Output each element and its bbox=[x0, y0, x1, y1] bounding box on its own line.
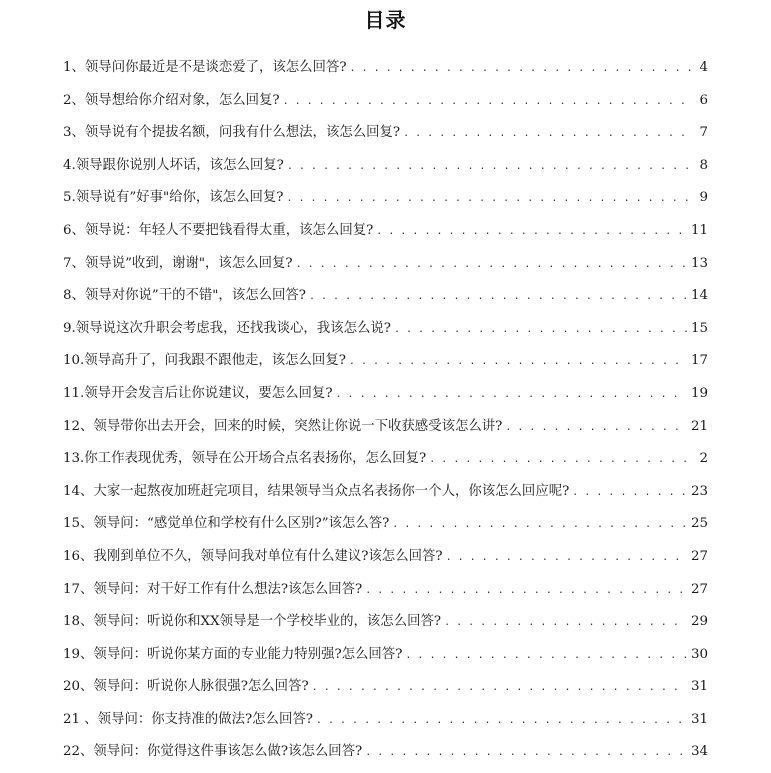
toc-entry-title[interactable]: 12、领导带你出去开会，回来的时候，突然让你说一下收获感受该怎么讲? bbox=[63, 418, 503, 434]
toc-entry-page-number: 4 bbox=[699, 60, 708, 75]
toc-entry-title[interactable]: 2、领导想给你介绍对象，怎么回复? bbox=[63, 92, 280, 108]
dot-leader bbox=[403, 122, 694, 146]
toc-entry-title[interactable]: 9.领导说这次升职会考虑我，还找我谈心，我该怎么说? bbox=[63, 320, 391, 336]
toc-entry-page-number: 27 bbox=[690, 581, 708, 597]
toc-entry-title[interactable]: 14、大家一起熬夜加班赶完项目，结果领导当众点名表扬你一个人，你该怎么回应呢? bbox=[63, 483, 570, 499]
dot-leader bbox=[376, 220, 687, 244]
toc-entry-page-number: 7 bbox=[699, 125, 708, 141]
toc-entry-title[interactable]: 21 、领导问：你支持准的做法?怎么回答? bbox=[63, 711, 313, 727]
toc-entry-title[interactable]: 5.领导说有”好事"给你，该怎么回复? bbox=[63, 190, 284, 206]
dot-leader bbox=[312, 676, 687, 700]
toc-entry-page-number: 6 bbox=[699, 92, 708, 108]
toc-entry-page-number: 8 bbox=[699, 157, 708, 173]
dot-leader bbox=[349, 350, 687, 374]
toc-entry-page-number: 13 bbox=[690, 255, 708, 271]
toc-entry-title[interactable]: 6、领导说：年轻人不要把钱看得太重，该怎么回复? bbox=[63, 222, 374, 238]
toc-entry-page-number: 30 bbox=[690, 646, 708, 662]
dot-leader bbox=[365, 741, 687, 765]
toc-entry-page-number: 29 bbox=[690, 614, 708, 630]
toc-entry-title[interactable]: 16、我刚到单位不久，领导问我对单位有什么建议?该怎么回答? bbox=[63, 548, 443, 564]
toc-entry-title[interactable]: 20、领导问：听说你人脉很强?怎么回答? bbox=[63, 679, 309, 695]
toc-entry-title[interactable]: 15、领导问：“感觉单位和学校有什么区别?”该怎么答? bbox=[63, 516, 390, 532]
toc-entry[interactable] bbox=[63, 708, 708, 741]
toc-entry[interactable] bbox=[63, 415, 708, 448]
toc-entry[interactable] bbox=[63, 740, 708, 773]
toc-entry[interactable] bbox=[63, 252, 708, 285]
toc-entry[interactable] bbox=[63, 545, 708, 578]
toc-entry-page-number: 17 bbox=[690, 353, 708, 369]
toc-entry-page-number: 34 bbox=[690, 744, 708, 760]
dot-leader bbox=[287, 155, 694, 179]
dot-leader bbox=[336, 383, 687, 407]
toc-entry[interactable] bbox=[63, 154, 708, 187]
toc-entry-page-number: 11 bbox=[690, 222, 708, 238]
toc-entry-title[interactable]: 3、领导说有个提拔名额，问我有什么想法，该怎么回复? bbox=[63, 125, 401, 141]
toc-entry[interactable] bbox=[63, 89, 708, 122]
dot-leader bbox=[350, 57, 694, 81]
toc-entry-title[interactable]: 7、领导说”收到，谢谢"，该怎么回复? bbox=[63, 255, 293, 271]
toc-entry-title[interactable]: 17、领导问：对干好工作有什么想法?该怎么回答? bbox=[63, 581, 363, 597]
toc-entry[interactable] bbox=[63, 284, 708, 317]
toc-entry-title[interactable]: 10.领导高升了，问我跟不跟他走，该怎么回复? bbox=[63, 353, 346, 369]
toc-entry-page-number: 23 bbox=[690, 483, 708, 499]
dot-leader bbox=[505, 416, 687, 440]
toc-entry-title[interactable]: 19、领导问：听说你某方面的专业能力特别强?怎么回答? bbox=[63, 646, 403, 662]
toc-entry-title[interactable]: 4.领导跟你说别人坏话，该怎么回复? bbox=[63, 157, 284, 173]
dot-leader bbox=[444, 611, 687, 635]
page-title: 目录 bbox=[364, 8, 407, 32]
dot-leader bbox=[429, 448, 694, 472]
toc-entry[interactable] bbox=[63, 349, 708, 382]
toc-entry-page-number: 19 bbox=[690, 385, 708, 401]
toc-entry-page-number: 14 bbox=[690, 288, 708, 304]
toc-entry-page-number: 31 bbox=[690, 711, 708, 727]
toc-entry[interactable] bbox=[63, 382, 708, 415]
toc-entry-page-number: 25 bbox=[690, 516, 708, 532]
toc-entry[interactable] bbox=[63, 219, 708, 252]
toc-entry-page-number: 27 bbox=[690, 548, 708, 564]
toc-entry[interactable] bbox=[63, 121, 708, 154]
toc-entry-page-number: 21 bbox=[690, 418, 708, 434]
toc-entry[interactable] bbox=[63, 480, 708, 513]
dot-leader bbox=[572, 481, 687, 505]
toc-entry[interactable] bbox=[63, 447, 708, 480]
table-of-contents bbox=[63, 56, 708, 773]
dot-leader bbox=[296, 253, 687, 277]
toc-entry[interactable] bbox=[63, 186, 708, 219]
toc-entry-title[interactable]: 1、领导问你最近是不是谈恋爱了，该怎么回答? bbox=[63, 60, 347, 75]
toc-entry[interactable] bbox=[63, 317, 708, 350]
toc-entry-title[interactable]: 11.领导开会发言后让你说建议，要怎么回复? bbox=[63, 385, 333, 401]
dot-leader bbox=[316, 709, 687, 733]
toc-entry[interactable] bbox=[63, 512, 708, 545]
dot-leader bbox=[283, 90, 694, 114]
toc-entry-page-number: 2 bbox=[699, 451, 708, 467]
dot-leader bbox=[365, 579, 687, 603]
toc-entry[interactable] bbox=[63, 643, 708, 676]
toc-entry-page-number: 31 bbox=[690, 679, 708, 695]
toc-entry-title[interactable]: 13.你工作表现优秀，领导在公开场合点名表扬你，怎么回复? bbox=[63, 451, 427, 467]
toc-entry-page-number: 15 bbox=[690, 320, 708, 336]
toc-entry-page-number: 9 bbox=[699, 190, 708, 206]
toc-entry-title[interactable]: 8、领导对你说”干的不错"，该怎么回答? bbox=[63, 288, 306, 304]
toc-entry-title[interactable]: 18、领导问：听说你和XX领导是一个学校毕业的，该怎么回答? bbox=[63, 614, 442, 630]
dot-leader bbox=[446, 546, 687, 570]
dot-leader bbox=[394, 318, 687, 342]
toc-entry[interactable] bbox=[63, 610, 708, 643]
dot-leader bbox=[392, 513, 687, 537]
toc-entry[interactable] bbox=[63, 675, 708, 708]
dot-leader bbox=[286, 187, 694, 211]
toc-entry[interactable] bbox=[63, 56, 708, 89]
toc-entry[interactable] bbox=[63, 578, 708, 611]
dot-leader bbox=[405, 644, 687, 668]
dot-leader bbox=[309, 285, 687, 309]
toc-entry-title[interactable]: 22、领导问：你觉得这件事该怎么做?该怎么回答? bbox=[63, 744, 363, 760]
